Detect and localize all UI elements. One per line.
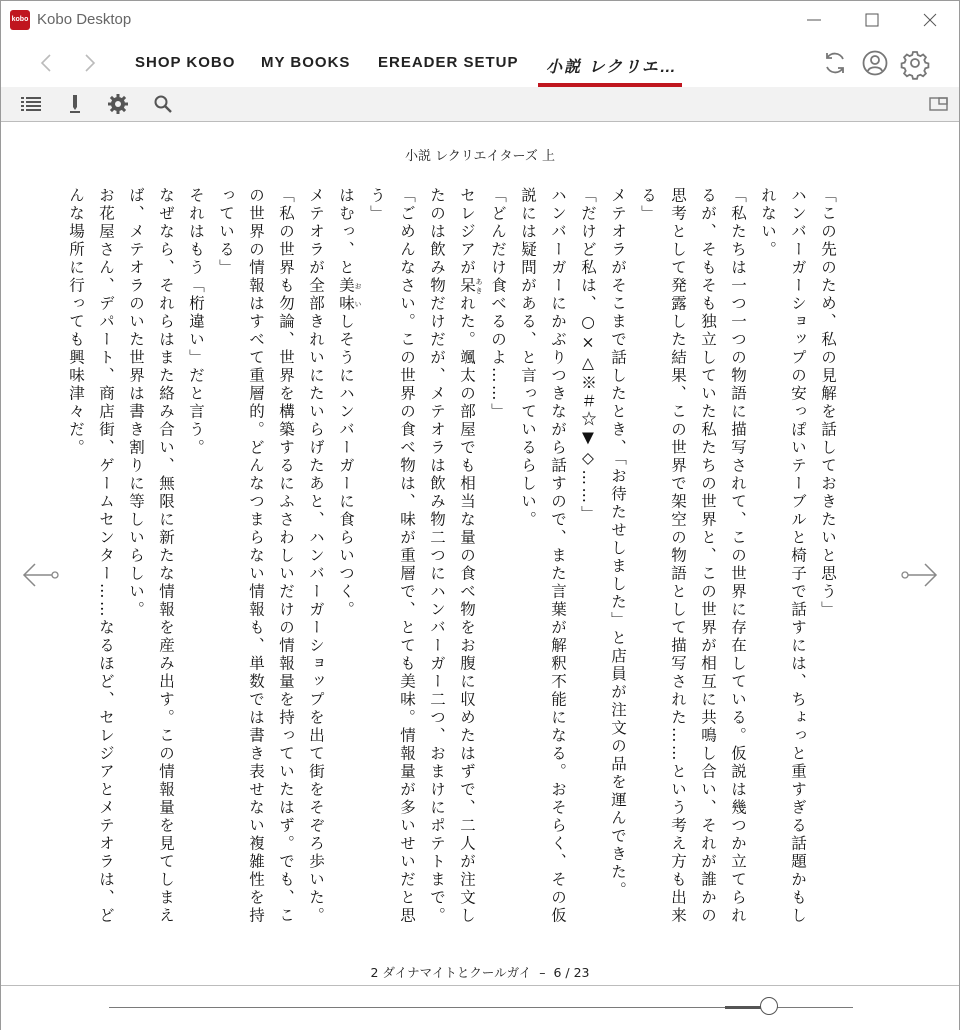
paragraph: メテオラがそこまで話したとき、「お待たせしました」と店員が注文の品を運んできた。 bbox=[609, 187, 627, 900]
paragraph: それはもう「桁違い」だと言う。 bbox=[187, 187, 205, 457]
sync-icon[interactable] bbox=[821, 49, 849, 77]
highlighter-icon[interactable] bbox=[64, 93, 86, 115]
paragraph: 「この先のため、私の見解を話しておきたいと思う」 bbox=[819, 187, 837, 619]
paragraph: ハンバーガーショップの安っぽいテーブルと椅子で話すには、ちょっと重すぎる話題かもしれない。 bbox=[759, 187, 807, 925]
reading-settings-icon[interactable] bbox=[107, 93, 129, 115]
paragraph: ハンバーガーにかぶりつきながら話すので、また言葉が解釈不能になる。おそらく、その仮説には疑問がある、と言っているらしい。 bbox=[519, 187, 567, 925]
forward-arrow-icon[interactable] bbox=[77, 51, 101, 75]
table-of-contents-icon[interactable] bbox=[20, 93, 42, 115]
settings-gear-icon[interactable] bbox=[901, 49, 929, 77]
ruby-annotation: 美味 おい bbox=[337, 277, 362, 313]
kobo-logo-icon bbox=[10, 10, 30, 30]
progress-slider-handle[interactable] bbox=[760, 997, 778, 1015]
paragraph: 「私の世界も勿論、世界を構築するにふさわしいだけの情報量を持っていたはず。でも、この世界の情報はすべて重層的。どんなつまらない情報も、単数では書き表せない複雑性を持っている」 bbox=[217, 187, 295, 925]
close-icon[interactable] bbox=[907, 5, 953, 35]
minimize-icon[interactable] bbox=[791, 5, 837, 35]
tab-shop-kobo[interactable]: SHOP KOBO bbox=[135, 54, 236, 71]
page-counter: 6 / 23 bbox=[553, 965, 590, 980]
tab-my-books[interactable]: MY BOOKS bbox=[261, 54, 351, 71]
fullscreen-icon[interactable] bbox=[928, 93, 950, 115]
paragraph: セレジアが呆 あきれた。颯太の部屋でも相当な量の食べ物をお腹に収めたはずで、二人が注文したのは飲み物だけだが、メテオラは飲み物二つにハンバーガー二つ、おまけにポテトまで。 bbox=[428, 187, 483, 925]
paragraph: 「ごめんなさい。この世界の食べ物は、味が重層で、とても美味。情報量が多いせいだと思う」 bbox=[368, 187, 416, 925]
reading-progress-bar bbox=[1, 985, 959, 1030]
footer-separator: – bbox=[539, 965, 546, 980]
maximize-icon[interactable] bbox=[849, 5, 895, 35]
title-bar bbox=[1, 1, 959, 39]
account-icon[interactable] bbox=[861, 49, 889, 77]
tab-ereader-setup[interactable]: EREADER SETUP bbox=[378, 54, 519, 71]
book-page-header: 小説 レクリエイターズ 上 bbox=[404, 149, 556, 164]
next-page-arrow-icon[interactable] bbox=[899, 560, 939, 590]
chapter-title: 2 ダイナマイトとクールガイ bbox=[370, 965, 532, 980]
paragraph: 「私たちは一つ一つの物語に描写されて、この世界に存在している。仮説は幾つか立てられるが、そもそも独立していた私たちの世界と、この世界が相互に共鳴し合い、それが誰かの思考として発露した結果、この世界で架空の物語として描写された……という考え方も出来る」 bbox=[639, 187, 747, 925]
paragraph: メテオラが全部きれいにたいらげたあと、ハンバーガーショップを出て街をそぞろ歩いた。 bbox=[307, 187, 325, 925]
paragraph: 「どんだけ食べるのよ……」 bbox=[489, 187, 507, 421]
paragraph: なぜなら、それらはまた絡み合い、無限に新たな情報を産み出す。この情報量を見てしまえば、メテオラのいた世界は書き割りに等しいらしい。 bbox=[127, 187, 175, 925]
paragraph: お花屋さん、デパート、商店街、ゲームセンター……なるほど、セレジアとメテオラは、どんな場所に行っても興味津々だ。 bbox=[67, 187, 115, 925]
tab-current-book[interactable]: 小説 レクリエ… bbox=[546, 59, 678, 76]
logo-text: kobo bbox=[11, 16, 29, 23]
back-arrow-icon[interactable] bbox=[35, 51, 59, 75]
book-page-footer bbox=[1, 963, 959, 981]
paragraph: はむっ、と美味 おいしそうにハンバーガーに食らいつく。 bbox=[337, 187, 362, 619]
paragraph: 「だけど私は、○×△※＃☆▼◇……」 bbox=[579, 187, 597, 524]
main-nav bbox=[1, 39, 959, 87]
previous-page-arrow-icon[interactable] bbox=[21, 560, 61, 590]
reader-toolbar bbox=[1, 87, 959, 122]
ruby-annotation: 呆 あき bbox=[458, 277, 483, 295]
book-page-text bbox=[67, 187, 843, 927]
search-icon[interactable] bbox=[152, 93, 174, 115]
window-title: Kobo Desktop bbox=[37, 11, 132, 28]
